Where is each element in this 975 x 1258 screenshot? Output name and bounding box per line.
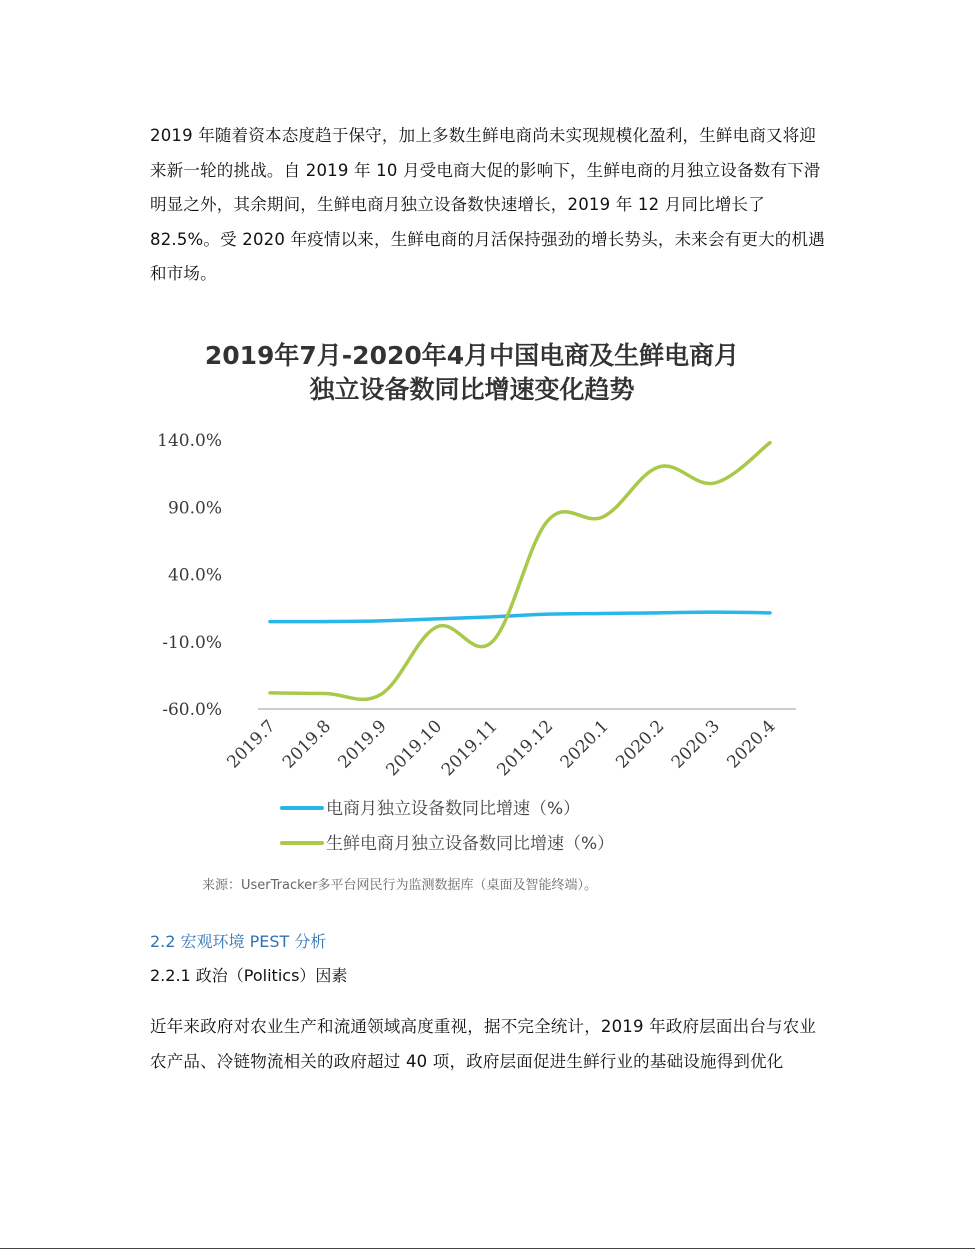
chart-title-line2: 独立设备数同比增速变化趋势: [309, 375, 635, 404]
legend-label: 生鲜电商月独立设备数同比增速（%）: [326, 834, 615, 854]
y-axis-ticks: [157, 431, 222, 720]
x-tick-label: 2020.2: [612, 716, 669, 773]
page-footer-line: [0, 1248, 975, 1249]
ecommerce-series-line: [270, 612, 770, 621]
section-heading-2-2: 2.2 宏观环境 PEST 分析: [150, 932, 327, 951]
y-tick-label: 40.0%: [167, 565, 222, 586]
growth-trend-chart: [150, 322, 832, 912]
section-heading-2-2-1: 2.2.1 政治（Politics）因素: [150, 966, 348, 985]
politics-paragraph: 近年来政府对农业生产和流通领域高度重视，据不完全统计，2019 年政府层面出台与农业农产品、冷链物流相关的政府超过 40 项，政府层面促进生鲜行业的基础设施得到优化: [150, 1017, 817, 1071]
x-tick-label: 2019.8: [278, 716, 336, 773]
y-tick-label: -60.0%: [162, 700, 222, 720]
x-tick-label: 2020.4: [723, 716, 780, 773]
y-tick-label: 140.0%: [157, 431, 222, 451]
x-tick-label: 2019.9: [334, 716, 391, 773]
x-tick-label: 2019.7: [223, 716, 280, 773]
x-axis-ticks: [223, 716, 779, 780]
chart-title-line1: 2019年7月-2020年4月中国电商及生鲜电商月: [204, 341, 740, 370]
legend-label: 电商月独立设备数同比增速（%）: [326, 799, 581, 819]
x-tick-label: 2019.12: [493, 716, 558, 781]
y-tick-label: -10.0%: [162, 632, 222, 653]
x-tick-label: 2020.1: [556, 716, 613, 773]
chart-legend: [282, 799, 614, 854]
x-tick-label: 2019.11: [437, 716, 502, 781]
y-tick-label: 90.0%: [167, 498, 222, 519]
series-lines: [270, 443, 770, 700]
fresh-ecommerce-series-line: [270, 443, 770, 700]
chart-source-note: 来源：UserTracker多平台网民行为监测数据库（桌面及智能终端）。: [202, 878, 598, 893]
intro-paragraph: 2019 年随着资本态度趋于保守，加上多数生鲜电商尚未实现规模化盈利，生鲜电商又将迎来新一轮的挑战。自 2019 年 10 月受电商大促的影响下，生鲜电商的月独立设备数有下滑明显之外，其余期间，生鲜电商月独立设备数快速增长，2019 年 12 月同比增长了 82.5%。受 2020 年疫情以来，生鲜电商的月活保持强劲的增长势头，未来会有更大的机遇和市场。: [150, 126, 825, 283]
x-tick-label: 2020.3: [667, 716, 724, 773]
x-tick-label: 2019.10: [382, 716, 447, 781]
